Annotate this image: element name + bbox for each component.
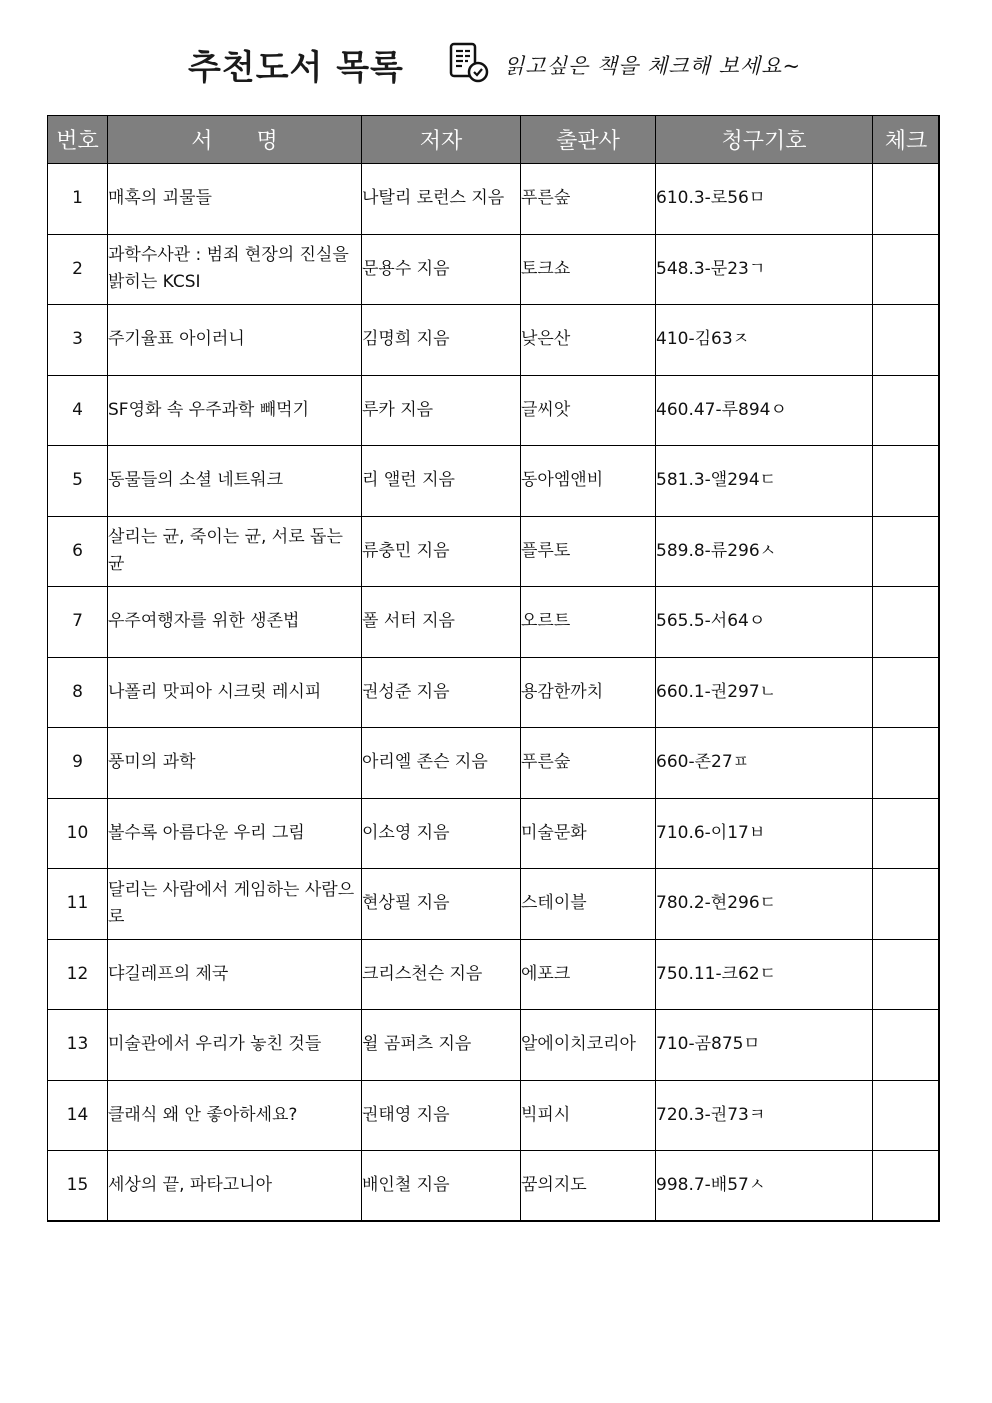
book-author: 김명희 지음 — [362, 305, 521, 376]
table-row — [48, 375, 940, 446]
book-publisher: 푸른숲 — [521, 164, 656, 235]
book-title: 과학수사관 : 범죄 현장의 진실을 밝히는 KCSI — [108, 234, 362, 305]
row-number: 8 — [48, 657, 108, 728]
column-header-check: 체크 — [873, 116, 940, 164]
table-row — [48, 1010, 940, 1081]
check-cell[interactable] — [873, 1151, 940, 1222]
table-row — [48, 305, 940, 376]
check-cell[interactable] — [873, 939, 940, 1010]
book-publisher: 플루토 — [521, 516, 656, 587]
book-publisher: 동아엠앤비 — [521, 446, 656, 517]
book-author: 나탈리 로런스 지음 — [362, 164, 521, 235]
table-row — [48, 869, 940, 940]
row-number: 9 — [48, 728, 108, 799]
book-call-number: 581.3-앨294ㄷ — [656, 446, 873, 517]
book-call-number: 610.3-로56ㅁ — [656, 164, 873, 235]
check-cell[interactable] — [873, 516, 940, 587]
book-call-number: 660-존27ㅍ — [656, 728, 873, 799]
book-call-number: 750.11-크62ㄷ — [656, 939, 873, 1010]
book-publisher: 낮은산 — [521, 305, 656, 376]
book-call-number: 998.7-배57ㅅ — [656, 1151, 873, 1222]
table-row — [48, 728, 940, 799]
column-header-author: 저자 — [362, 116, 521, 164]
book-call-number: 780.2-현296ㄷ — [656, 869, 873, 940]
check-cell[interactable] — [873, 446, 940, 517]
book-author: 배인철 지음 — [362, 1151, 521, 1222]
row-number: 12 — [48, 939, 108, 1010]
book-publisher: 용감한까치 — [521, 657, 656, 728]
book-author: 권태영 지음 — [362, 1080, 521, 1151]
book-author: 현상필 지음 — [362, 869, 521, 940]
column-header-title: 서 명 — [108, 116, 362, 164]
check-cell[interactable] — [873, 657, 940, 728]
book-title: 우주여행자를 위한 생존법 — [108, 587, 362, 658]
column-header-publisher: 출판사 — [521, 116, 656, 164]
row-number: 4 — [48, 375, 108, 446]
row-number: 5 — [48, 446, 108, 517]
column-header-call-number: 청구기호 — [656, 116, 873, 164]
book-publisher: 미술문화 — [521, 798, 656, 869]
book-author: 윌 곰퍼츠 지음 — [362, 1010, 521, 1081]
table-row — [48, 798, 940, 869]
check-cell[interactable] — [873, 1080, 940, 1151]
column-header-number: 번호 — [48, 116, 108, 164]
book-publisher: 글씨앗 — [521, 375, 656, 446]
book-author: 폴 서터 지음 — [362, 587, 521, 658]
table-row — [48, 1080, 940, 1151]
book-title: 미술관에서 우리가 놓친 것들 — [108, 1010, 362, 1081]
book-author: 문용수 지음 — [362, 234, 521, 305]
book-author: 류충민 지음 — [362, 516, 521, 587]
check-cell[interactable] — [873, 234, 940, 305]
book-title: 동물들의 소셜 네트워크 — [108, 446, 362, 517]
book-title: 주기율표 아이러니 — [108, 305, 362, 376]
book-publisher: 에포크 — [521, 939, 656, 1010]
book-author: 아리엘 존슨 지음 — [362, 728, 521, 799]
book-title: 볼수록 아름다운 우리 그림 — [108, 798, 362, 869]
checklist-document-icon — [448, 42, 490, 84]
book-publisher: 빅피시 — [521, 1080, 656, 1151]
book-publisher: 오르트 — [521, 587, 656, 658]
book-author: 루카 지음 — [362, 375, 521, 446]
book-title: 댜길레프의 제국 — [108, 939, 362, 1010]
table-row — [48, 939, 940, 1010]
check-cell[interactable] — [873, 798, 940, 869]
check-cell[interactable] — [873, 164, 940, 235]
table-row — [48, 164, 940, 235]
book-title: 달리는 사람에서 게임하는 사람으로 — [108, 869, 362, 940]
page-title: 추천도서 목록 — [188, 48, 404, 88]
table-row — [48, 587, 940, 658]
row-number: 2 — [48, 234, 108, 305]
book-call-number: 410-김63ㅈ — [656, 305, 873, 376]
book-call-number: 720.3-권73ㅋ — [656, 1080, 873, 1151]
row-number: 3 — [48, 305, 108, 376]
row-number: 10 — [48, 798, 108, 869]
row-number: 13 — [48, 1010, 108, 1081]
book-publisher: 꿈의지도 — [521, 1151, 656, 1222]
check-cell[interactable] — [873, 869, 940, 940]
book-title: 풍미의 과학 — [108, 728, 362, 799]
book-publisher: 스테이블 — [521, 869, 656, 940]
book-title: 세상의 끝, 파타고니아 — [108, 1151, 362, 1222]
book-title: SF영화 속 우주과학 빼먹기 — [108, 375, 362, 446]
row-number: 11 — [48, 869, 108, 940]
table-row — [48, 657, 940, 728]
row-number: 14 — [48, 1080, 108, 1151]
book-author: 크리스천슨 지음 — [362, 939, 521, 1010]
book-call-number: 565.5-서64ㅇ — [656, 587, 873, 658]
book-call-number: 660.1-권297ㄴ — [656, 657, 873, 728]
book-title: 나폴리 맛피아 시크릿 레시피 — [108, 657, 362, 728]
book-title: 살리는 균, 죽이는 균, 서로 돕는 균 — [108, 516, 362, 587]
check-cell[interactable] — [873, 305, 940, 376]
book-author: 권성준 지음 — [362, 657, 521, 728]
row-number: 7 — [48, 587, 108, 658]
check-cell[interactable] — [873, 375, 940, 446]
book-call-number: 589.8-류296ㅅ — [656, 516, 873, 587]
row-number: 15 — [48, 1151, 108, 1222]
book-publisher: 푸른숲 — [521, 728, 656, 799]
recommended-books-table — [47, 115, 940, 1222]
table-row — [48, 446, 940, 517]
book-call-number: 460.47-루894ㅇ — [656, 375, 873, 446]
page-subtitle: 읽고싶은 책을 체크해 보세요~ — [504, 54, 802, 78]
book-call-number: 710.6-이17ㅂ — [656, 798, 873, 869]
row-number: 1 — [48, 164, 108, 235]
row-number: 6 — [48, 516, 108, 587]
book-publisher: 알에이치코리아 — [521, 1010, 656, 1081]
book-author: 리 앨런 지음 — [362, 446, 521, 517]
table-row — [48, 234, 940, 305]
check-cell[interactable] — [873, 728, 940, 799]
table-row — [48, 516, 940, 587]
book-publisher: 토크쇼 — [521, 234, 656, 305]
book-title: 클래식 왜 안 좋아하세요? — [108, 1080, 362, 1151]
book-call-number: 710-곰875ㅁ — [656, 1010, 873, 1081]
table-row — [48, 1151, 940, 1222]
table-header-row — [48, 116, 940, 164]
book-author: 이소영 지음 — [362, 798, 521, 869]
book-call-number: 548.3-문23ㄱ — [656, 234, 873, 305]
check-cell[interactable] — [873, 587, 940, 658]
page-header — [0, 38, 992, 94]
check-cell[interactable] — [873, 1010, 940, 1081]
book-title: 매혹의 괴물들 — [108, 164, 362, 235]
